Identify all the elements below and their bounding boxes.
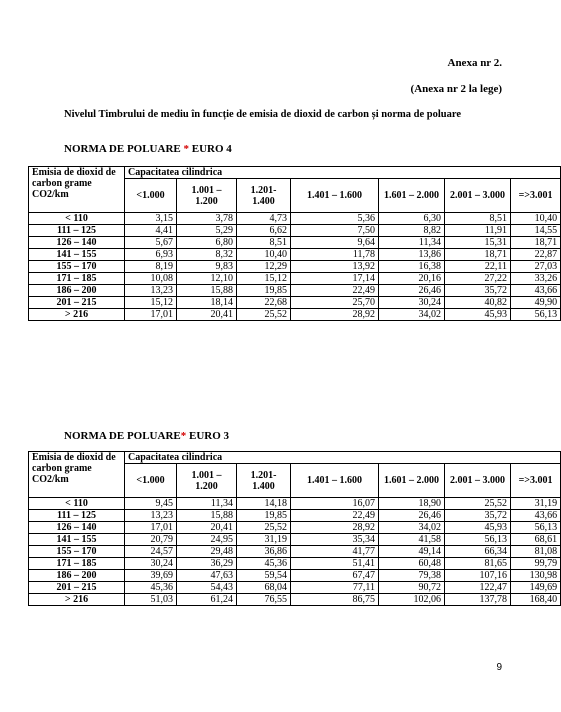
- fee-value-cell: 12,29: [237, 261, 291, 273]
- fee-value-cell: 24,57: [125, 546, 177, 558]
- fee-value-cell: 130,98: [511, 570, 561, 582]
- fee-value-cell: 137,78: [445, 594, 511, 606]
- fee-value-cell: 8,51: [445, 213, 511, 225]
- fee-value-cell: 15,12: [237, 273, 291, 285]
- section-title-prefix: NORMA DE POLUARE: [64, 143, 184, 155]
- emission-range-cell: 186 – 200: [29, 570, 125, 582]
- fee-value-cell: 45,93: [445, 522, 511, 534]
- fee-value-cell: 8,32: [177, 249, 237, 261]
- fee-value-cell: 49,90: [511, 297, 561, 309]
- emission-range-cell: 126 – 140: [29, 237, 125, 249]
- fee-value-cell: 16,38: [379, 261, 445, 273]
- fee-value-cell: 122,47: [445, 582, 511, 594]
- group-header-capacity: Capacitatea cilindrica: [125, 452, 561, 464]
- fee-value-cell: 8,19: [125, 261, 177, 273]
- column-header: =>3.001: [511, 179, 561, 213]
- fee-value-cell: 15,12: [125, 297, 177, 309]
- fee-value-cell: 15,31: [445, 237, 511, 249]
- fee-value-cell: 3,78: [177, 213, 237, 225]
- fee-value-cell: 18,71: [511, 237, 561, 249]
- emission-range-cell: 141 – 155: [29, 249, 125, 261]
- section-title-suffix: EURO 4: [188, 143, 232, 155]
- fee-value-cell: 13,92: [291, 261, 379, 273]
- fee-value-cell: 20,41: [177, 522, 237, 534]
- fee-value-cell: 30,24: [125, 558, 177, 570]
- fee-value-cell: 76,55: [237, 594, 291, 606]
- emission-range-cell: > 216: [29, 309, 125, 321]
- fee-value-cell: 16,07: [291, 498, 379, 510]
- fee-value-cell: 35,34: [291, 534, 379, 546]
- table-row: [29, 225, 561, 237]
- fee-value-cell: 3,15: [125, 213, 177, 225]
- fee-value-cell: 102,06: [379, 594, 445, 606]
- fee-value-cell: 56,13: [511, 309, 561, 321]
- column-header: <1.000: [125, 179, 177, 213]
- emission-range-cell: 186 – 200: [29, 285, 125, 297]
- page-number: 9: [496, 662, 502, 673]
- column-header: 1.601 – 2.000: [379, 179, 445, 213]
- fee-value-cell: 11,34: [379, 237, 445, 249]
- fee-value-cell: 29,48: [177, 546, 237, 558]
- fee-value-cell: 15,88: [177, 285, 237, 297]
- table-row: [29, 594, 561, 606]
- fee-value-cell: 11,91: [445, 225, 511, 237]
- emission-range-cell: 171 – 185: [29, 273, 125, 285]
- fee-value-cell: 5,29: [177, 225, 237, 237]
- fee-value-cell: 6,62: [237, 225, 291, 237]
- fee-value-cell: 31,19: [511, 498, 561, 510]
- table-row: [29, 261, 561, 273]
- fee-value-cell: 20,16: [379, 273, 445, 285]
- emission-range-cell: < 110: [29, 498, 125, 510]
- column-header: <1.000: [125, 464, 177, 498]
- fee-value-cell: 45,93: [445, 309, 511, 321]
- fee-value-cell: 12,10: [177, 273, 237, 285]
- fee-value-cell: 13,86: [379, 249, 445, 261]
- fee-value-cell: 10,08: [125, 273, 177, 285]
- table-row: [29, 273, 561, 285]
- table-row: [29, 237, 561, 249]
- fee-value-cell: 35,72: [445, 510, 511, 522]
- table-row: [29, 546, 561, 558]
- fee-value-cell: 22,49: [291, 285, 379, 297]
- table-row: [29, 249, 561, 261]
- fee-value-cell: 68,04: [237, 582, 291, 594]
- emission-range-cell: > 216: [29, 594, 125, 606]
- fee-value-cell: 8,51: [237, 237, 291, 249]
- fee-value-cell: 81,08: [511, 546, 561, 558]
- fee-value-cell: 9,83: [177, 261, 237, 273]
- fee-value-cell: 25,52: [445, 498, 511, 510]
- emission-range-cell: 171 – 185: [29, 558, 125, 570]
- fee-value-cell: 49,14: [379, 546, 445, 558]
- fee-value-cell: 56,13: [445, 534, 511, 546]
- fee-value-cell: 45,36: [237, 558, 291, 570]
- fee-value-cell: 77,11: [291, 582, 379, 594]
- fee-value-cell: 39,69: [125, 570, 177, 582]
- document-title: Nivelul Timbrului de mediu în funcție de emisia de dioxid de carbon și norma de poluare: [64, 109, 462, 120]
- section-title-euro3: [64, 430, 229, 442]
- fee-value-cell: 13,23: [125, 285, 177, 297]
- fee-value-cell: 35,72: [445, 285, 511, 297]
- fee-value-cell: 41,58: [379, 534, 445, 546]
- fee-value-cell: 43,66: [511, 510, 561, 522]
- fee-value-cell: 34,02: [379, 309, 445, 321]
- table-row: [29, 498, 561, 510]
- fee-value-cell: 61,24: [177, 594, 237, 606]
- fee-value-cell: 14,18: [237, 498, 291, 510]
- fee-value-cell: 28,92: [291, 522, 379, 534]
- fee-value-cell: 28,92: [291, 309, 379, 321]
- emission-range-cell: 201 – 215: [29, 297, 125, 309]
- fee-value-cell: 20,41: [177, 309, 237, 321]
- fee-value-cell: 107,16: [445, 570, 511, 582]
- table-row: [29, 534, 561, 546]
- emission-range-cell: 155 – 170: [29, 261, 125, 273]
- column-header: 1.001 – 1.200: [177, 464, 237, 498]
- fee-value-cell: 59,54: [237, 570, 291, 582]
- emission-range-cell: 111 – 125: [29, 225, 125, 237]
- section-title-prefix: NORMA DE POLUARE: [64, 430, 181, 442]
- table-row: [29, 213, 561, 225]
- fee-value-cell: 27,03: [511, 261, 561, 273]
- fee-value-cell: 79,38: [379, 570, 445, 582]
- annex-number: Anexa nr 2.: [447, 57, 502, 69]
- emission-range-cell: 201 – 215: [29, 582, 125, 594]
- emission-range-cell: < 110: [29, 213, 125, 225]
- fee-value-cell: 99,79: [511, 558, 561, 570]
- table-row: [29, 522, 561, 534]
- fee-value-cell: 51,41: [291, 558, 379, 570]
- group-header-capacity: Capacitatea cilindrica: [125, 167, 561, 179]
- column-header: 2.001 – 3.000: [445, 464, 511, 498]
- fee-value-cell: 9,64: [291, 237, 379, 249]
- fee-value-cell: 17,01: [125, 522, 177, 534]
- fee-value-cell: 41,77: [291, 546, 379, 558]
- fee-value-cell: 40,82: [445, 297, 511, 309]
- emission-range-cell: 111 – 125: [29, 510, 125, 522]
- fee-value-cell: 26,46: [379, 510, 445, 522]
- fee-value-cell: 30,24: [379, 297, 445, 309]
- column-header: 1.401 – 1.600: [291, 179, 379, 213]
- fee-value-cell: 22,11: [445, 261, 511, 273]
- fee-value-cell: 45,36: [125, 582, 177, 594]
- fee-value-cell: 25,52: [237, 522, 291, 534]
- footnote-star: *: [183, 143, 189, 155]
- fee-value-cell: 25,52: [237, 309, 291, 321]
- fee-value-cell: 90,72: [379, 582, 445, 594]
- fee-value-cell: 7,50: [291, 225, 379, 237]
- table-row: [29, 558, 561, 570]
- row-header-emission: Emisia de dioxid de carbon grame CO2/km: [29, 452, 125, 498]
- fee-value-cell: 56,13: [511, 522, 561, 534]
- fee-value-cell: 13,23: [125, 510, 177, 522]
- annex-reference: (Anexa nr 2 la lege): [410, 83, 502, 95]
- fee-value-cell: 18,71: [445, 249, 511, 261]
- fee-value-cell: 20,79: [125, 534, 177, 546]
- fee-value-cell: 67,47: [291, 570, 379, 582]
- fee-value-cell: 43,66: [511, 285, 561, 297]
- fee-value-cell: 10,40: [237, 249, 291, 261]
- row-header-emission: Emisia de dioxid de carbon grame CO2/km: [29, 167, 125, 213]
- fee-value-cell: 31,19: [237, 534, 291, 546]
- fee-value-cell: 34,02: [379, 522, 445, 534]
- fee-value-cell: 25,70: [291, 297, 379, 309]
- fee-value-cell: 6,93: [125, 249, 177, 261]
- fee-value-cell: 19,85: [237, 510, 291, 522]
- fee-value-cell: 6,30: [379, 213, 445, 225]
- fee-value-cell: 36,86: [237, 546, 291, 558]
- fee-value-cell: 22,87: [511, 249, 561, 261]
- table-row: [29, 570, 561, 582]
- fee-value-cell: 10,40: [511, 213, 561, 225]
- table-row: [29, 285, 561, 297]
- fee-value-cell: 17,01: [125, 309, 177, 321]
- column-header: 1.601 – 2.000: [379, 464, 445, 498]
- fee-value-cell: 33,26: [511, 273, 561, 285]
- fee-value-cell: 8,82: [379, 225, 445, 237]
- fee-value-cell: 18,90: [379, 498, 445, 510]
- fee-value-cell: 15,88: [177, 510, 237, 522]
- table-row: [29, 582, 561, 594]
- table-row: [29, 510, 561, 522]
- fee-value-cell: 19,85: [237, 285, 291, 297]
- fee-value-cell: 68,61: [511, 534, 561, 546]
- fee-value-cell: 9,45: [125, 498, 177, 510]
- fee-value-cell: 4,73: [237, 213, 291, 225]
- fee-value-cell: 27,22: [445, 273, 511, 285]
- fee-value-cell: 22,49: [291, 510, 379, 522]
- fee-value-cell: 60,48: [379, 558, 445, 570]
- emission-range-cell: 141 – 155: [29, 534, 125, 546]
- fee-value-cell: 5,36: [291, 213, 379, 225]
- fee-value-cell: 22,68: [237, 297, 291, 309]
- fee-value-cell: 47,63: [177, 570, 237, 582]
- column-header: 1.401 – 1.600: [291, 464, 379, 498]
- euro4-fee-table: [28, 166, 561, 321]
- fee-value-cell: 18,14: [177, 297, 237, 309]
- euro3-fee-table: [28, 451, 561, 606]
- footnote-star: *: [180, 430, 187, 442]
- column-header: 1.201- 1.400: [237, 464, 291, 498]
- fee-value-cell: 5,67: [125, 237, 177, 249]
- column-header: 1.001 – 1.200: [177, 179, 237, 213]
- fee-value-cell: 54,43: [177, 582, 237, 594]
- column-header: 1.201- 1.400: [237, 179, 291, 213]
- fee-value-cell: 86,75: [291, 594, 379, 606]
- column-header: 2.001 – 3.000: [445, 179, 511, 213]
- fee-value-cell: 168,40: [511, 594, 561, 606]
- emission-range-cell: 126 – 140: [29, 522, 125, 534]
- column-header: =>3.001: [511, 464, 561, 498]
- fee-value-cell: 6,80: [177, 237, 237, 249]
- table-row: [29, 309, 561, 321]
- fee-value-cell: 36,29: [177, 558, 237, 570]
- fee-value-cell: 11,34: [177, 498, 237, 510]
- fee-value-cell: 149,69: [511, 582, 561, 594]
- fee-value-cell: 81,65: [445, 558, 511, 570]
- fee-value-cell: 51,03: [125, 594, 177, 606]
- fee-value-cell: 66,34: [445, 546, 511, 558]
- fee-value-cell: 24,95: [177, 534, 237, 546]
- fee-value-cell: 17,14: [291, 273, 379, 285]
- fee-value-cell: 4,41: [125, 225, 177, 237]
- fee-value-cell: 14,55: [511, 225, 561, 237]
- section-title-euro4: [64, 143, 232, 155]
- table-row: [29, 297, 561, 309]
- section-title-suffix: EURO 3: [186, 430, 230, 442]
- fee-value-cell: 26,46: [379, 285, 445, 297]
- fee-value-cell: 11,78: [291, 249, 379, 261]
- emission-range-cell: 155 – 170: [29, 546, 125, 558]
